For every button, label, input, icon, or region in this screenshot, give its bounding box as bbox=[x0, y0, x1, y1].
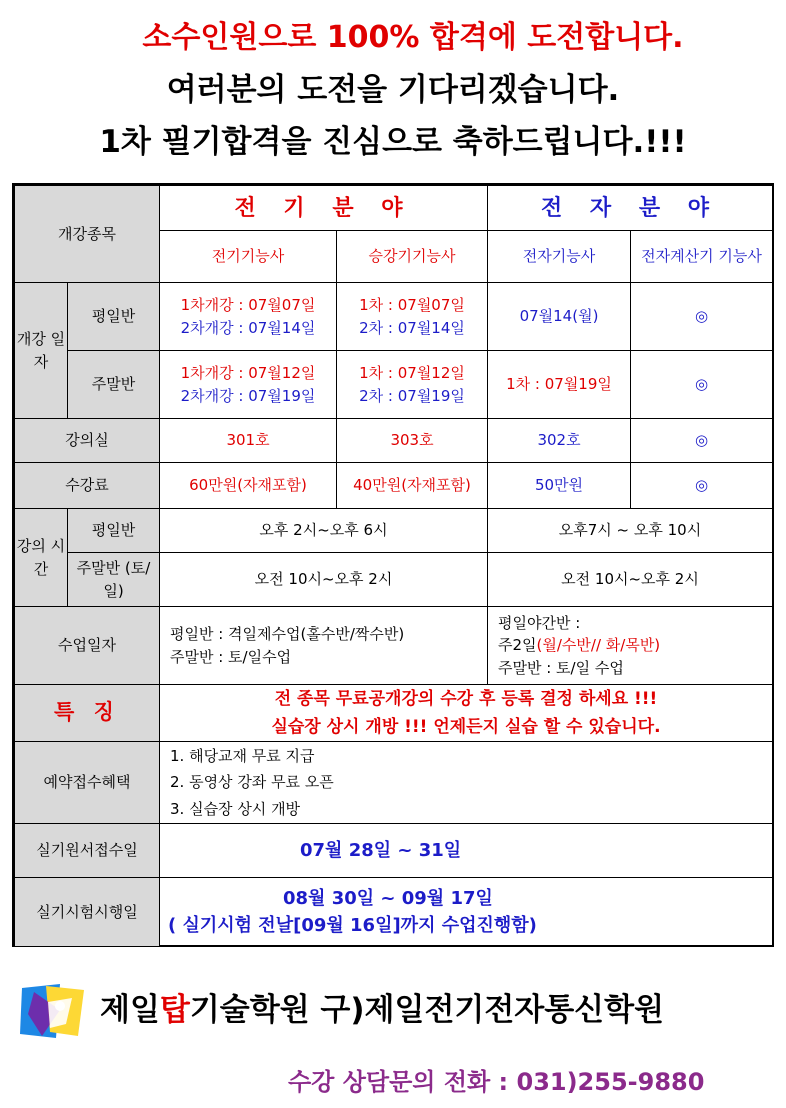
electric-weekend-opening: 1차개강 : 07월12일 2차개강 : 07월19일 bbox=[160, 351, 337, 419]
electronic-weekend-opening: 1차 : 07월19일 bbox=[488, 351, 631, 419]
fee-value: 60만원(자재포함) bbox=[160, 463, 337, 509]
feature-label: 특 징 bbox=[15, 685, 160, 742]
apply-date: 07월 28일 ~ 31일 bbox=[160, 824, 773, 878]
classday-electric: 평일반 : 격일제수업(홀수반/짝수반) 주말반 : 토/일수업 bbox=[160, 607, 488, 685]
fee-value: ◎ bbox=[631, 463, 773, 509]
course-name: 전기기능사 bbox=[160, 231, 337, 283]
fee-value: 50만원 bbox=[488, 463, 631, 509]
contact-phone: 수강 상담문의 전화 : 031)255-9880 bbox=[288, 1068, 705, 1096]
schedule-table bbox=[12, 183, 774, 947]
academy-name: 제일탑기술학원 구)제일전기전자통신학원 bbox=[100, 992, 665, 1028]
course-name: 전자기능사 bbox=[488, 231, 631, 283]
fee-label: 수강료 bbox=[15, 463, 160, 509]
headline-2: 여러분의 도전을 기다리겠습니다. bbox=[166, 72, 620, 108]
benefits: 1. 해당교재 무료 지급 2. 동영상 강좌 무료 오픈 3. 실습장 상시 개방 bbox=[160, 742, 773, 824]
exam-label: 실기시험시행일 bbox=[15, 878, 160, 947]
field-electric: 전 기 분 야 bbox=[160, 186, 488, 231]
computer-weekday-opening: ◎ bbox=[631, 283, 773, 351]
opening-label: 개강 일자 bbox=[15, 283, 68, 419]
time-label: 강의 시간 bbox=[15, 509, 68, 607]
classday-electronic: 평일야간반 : 주2일(월/수반// 화/목반) 주말반 : 토/일 수업 bbox=[488, 607, 773, 685]
classday-label: 수업일자 bbox=[15, 607, 160, 685]
headline-3: 1차 필기합격을 진심으로 축하드립니다.!!! bbox=[99, 124, 687, 160]
exam-date: 08월 30일 ~ 09월 17일 ( 실기시험 전날[09월 16일]까지 수업진행함) bbox=[160, 878, 773, 947]
electronic-weekday-opening: 07월14(월) bbox=[488, 283, 631, 351]
room-value: 301호 bbox=[160, 419, 337, 463]
headline-1: 소수인원으로 100% 합격에 도전합니다. bbox=[142, 20, 684, 55]
room-value: ◎ bbox=[631, 419, 773, 463]
electronic-weekend-time: 오전 10시~오후 2시 bbox=[488, 553, 773, 607]
fee-value: 40만원(자재포함) bbox=[337, 463, 488, 509]
apply-label: 실기원서접수일 bbox=[15, 824, 160, 878]
course-label: 개강종목 bbox=[15, 186, 160, 283]
weekday-label: 평일반 bbox=[68, 509, 160, 553]
electronic-weekday-time: 오후7시 ~ 오후 10시 bbox=[488, 509, 773, 553]
electric-weekend-time: 오전 10시~오후 2시 bbox=[160, 553, 488, 607]
room-value: 303호 bbox=[337, 419, 488, 463]
features: 전 종목 무료공개강의 수강 후 등록 결정 하세요 !!! 실습장 상시 개방 !!! 언제든지 실습 할 수 있습니다. bbox=[160, 685, 773, 742]
weekday-label: 평일반 bbox=[68, 283, 160, 351]
academy-logo-icon bbox=[20, 984, 84, 1040]
electric-weekday-time: 오후 2시~오후 6시 bbox=[160, 509, 488, 553]
room-label: 강의실 bbox=[15, 419, 160, 463]
course-name: 승강기기능사 bbox=[337, 231, 488, 283]
benefit-label: 예약접수혜택 bbox=[15, 742, 160, 824]
weekend-label-long: 주말반 (토/일) bbox=[68, 553, 160, 607]
field-electronic: 전 자 분 야 bbox=[488, 186, 773, 231]
computer-weekend-opening: ◎ bbox=[631, 351, 773, 419]
elevator-weekday-opening: 1차 : 07월07일 2차 : 07월14일 bbox=[337, 283, 488, 351]
course-name: 전자계산기 기능사 bbox=[631, 231, 773, 283]
elevator-weekend-opening: 1차 : 07월12일 2차 : 07월19일 bbox=[337, 351, 488, 419]
electric-weekday-opening: 1차개강 : 07월07일 2차개강 : 07월14일 bbox=[160, 283, 337, 351]
room-value: 302호 bbox=[488, 419, 631, 463]
weekend-label: 주말반 bbox=[68, 351, 160, 419]
